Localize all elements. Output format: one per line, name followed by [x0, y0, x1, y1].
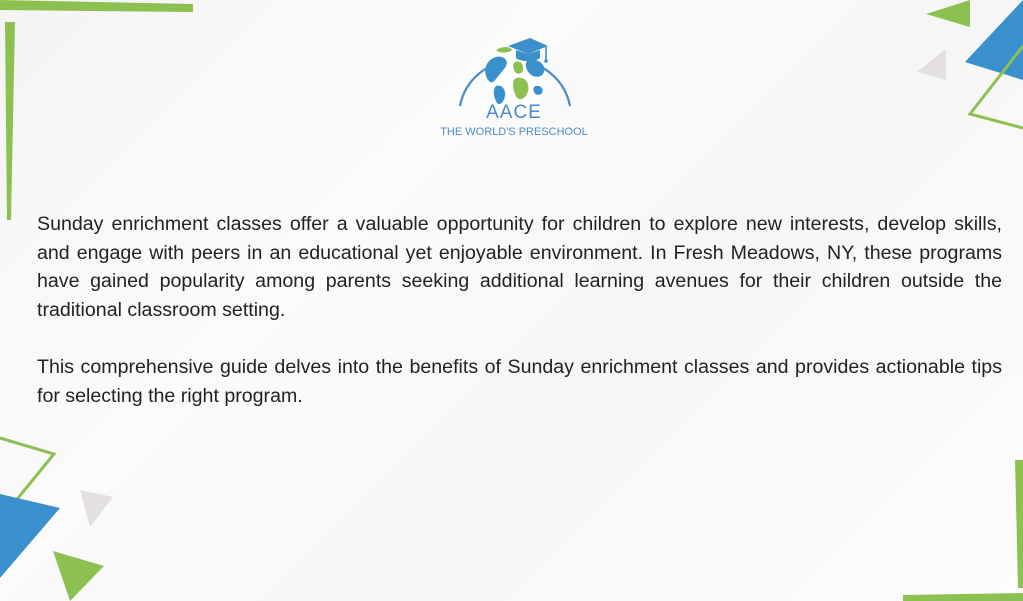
right-green-bar: [1015, 460, 1023, 588]
body-text: [37, 210, 1002, 410]
bottom-left-green-triangle: [53, 551, 104, 601]
bottom-left-blue-triangle: [0, 494, 60, 578]
bottom-right-green-bar: [903, 593, 1023, 601]
logo-brand-name: AACE: [486, 102, 542, 123]
paragraph-guide: This comprehensive guide delves into the benefits of Sunday enrichment classes and provides actionable tips for selecting the right program.: [37, 355, 1002, 407]
graduation-cap-icon: [506, 36, 550, 68]
bottom-left-gray-triangle: [80, 490, 113, 527]
top-right-green-triangle: [926, 0, 970, 27]
paragraph-intro: Sunday enrichment classes offer a valuable opportunity for children to explore new interests, develop skills, and engage with peers in an educational yet enjoyable environment. In Fresh Meadows, NY, these programs have gained popularity among parents seeking additional learning avenues for their children outside the traditional classroom setting.: [37, 213, 1002, 321]
top-right-blue-triangle: [965, 0, 1023, 80]
top-right-gray-triangle: [917, 49, 946, 80]
top-left-green-bar: [0, 0, 193, 12]
left-green-bar: [5, 22, 15, 220]
logo-tagline: THE WORLD'S PRESCHOOL: [440, 126, 588, 138]
